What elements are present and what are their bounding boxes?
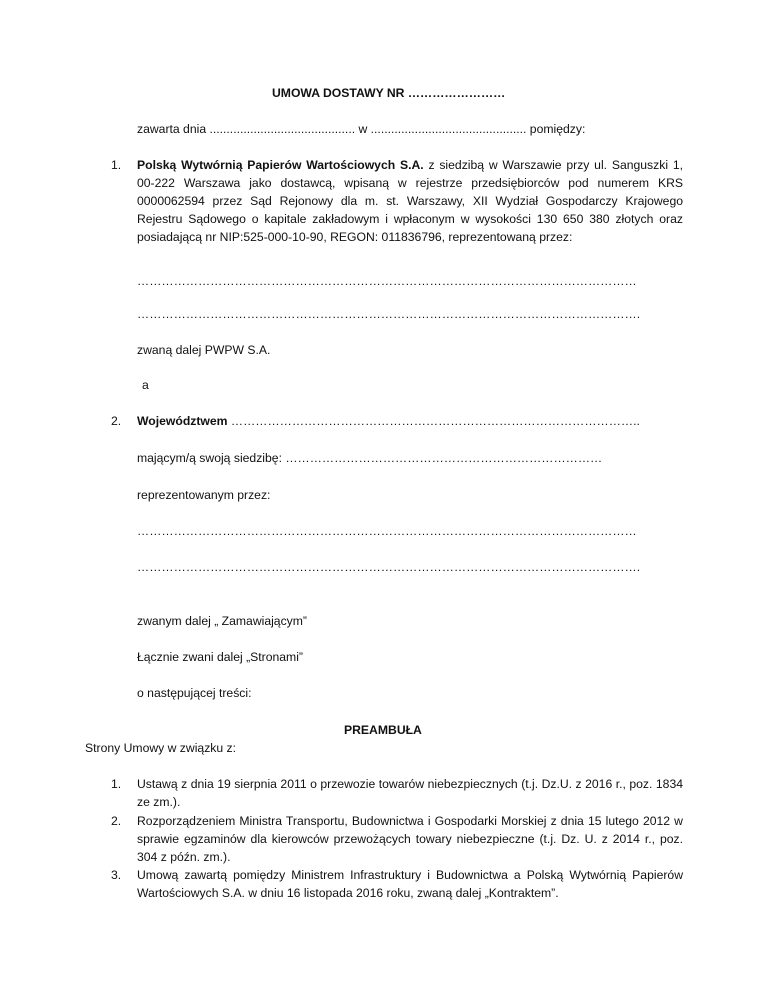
party1-description: z siedzibą w Warszawie przy ul. Sanguszki 1, 00-222 Warszawa jako dostawcą, wpisaną w rejestrze przedsiębiorców pod numerem KRS 0000062594 przez Sąd Rejonowy dla m. st. Warszawy, XII Wydział Gospodarczy Krajowego Rejestru Sądowego o kapitale zakładowym i wpłaconym w wysokości 130 650 380 złotych oraz posiadającą nr NIP:525-000-10-90, REGON: 011836796, reprezentowaną przez: <box>137 158 683 244</box>
preamble-heading: PREAMBUŁA <box>344 723 422 737</box>
party2-name: Województwem <box>137 414 228 428</box>
party2-name-dots: ……………………………………………………………………………………….. <box>227 414 640 428</box>
party1-paragraph <box>137 156 683 246</box>
party1-rep-line-2: ……………………………………………………………………………………………………………. <box>137 307 641 321</box>
content-intro: o następującej treści: <box>137 686 252 700</box>
party1-number: 1. <box>111 158 122 172</box>
preamble-intro: Strony Umowy w związku z: <box>85 741 237 755</box>
party2-seat: mającym/ą swoją siedzibę: …………………………………………………………………… <box>137 451 603 465</box>
party2-number: 2. <box>111 414 122 428</box>
preamble-item-2-number: 2. <box>111 814 122 828</box>
party2-name-line <box>137 412 640 430</box>
preamble-item-3: Umową zawartą pomiędzy Ministrem Infrastruktury i Budownictwa a Polską Wytwórnią Papierów Wartościowych S.A. w dniu 16 listopada 2016 roku, zwaną dalej „Kontraktem”. <box>137 868 683 900</box>
preamble-item-2: Rozporządzeniem Ministra Transportu, Budownictwa i Gospodarki Morskiej z dnia 15 lutego 2012 w sprawie egzaminów dla kierowców przewożących towary niebezpieczne (t.j. Dz. U. z 2014 r., poz. 304 z późn. zm.). <box>137 814 683 864</box>
party1-alias: zwaną dalej PWPW S.A. <box>137 343 271 357</box>
date-line: zawarta dnia ........................................... w .............................................. pomiędzy: <box>137 122 586 136</box>
party2-alias: zwanym dalej „ Zamawiającym” <box>137 614 307 628</box>
document-title: UMOWA DOSTAWY NR …………………… <box>272 86 506 100</box>
preamble-item-1: Ustawą z dnia 19 sierpnia 2011 o przewozie towarów niebezpiecznych (t.j. Dz.U. z 2016 r., poz. 1834 ze zm.). <box>137 777 683 809</box>
party1-name: Polską Wytwórnią Papierów Wartościowych S.A. <box>137 158 424 172</box>
preamble-item-1-number: 1. <box>111 777 122 791</box>
party2-rep-label: reprezentowanym przez: <box>137 488 271 502</box>
joint-alias: Łącznie zwani dalej „Stronami” <box>137 650 303 664</box>
preamble-item-3-number: 3. <box>111 868 122 882</box>
conjunction: a <box>142 378 149 392</box>
party2-rep-line-2: ……………………………………………………………………………………………………………. <box>137 560 641 574</box>
party2-rep-line-1: …………………………………………………………………………………………………………… <box>137 524 637 538</box>
party1-rep-line-1: …………………………………………………………………………………………………………… <box>137 274 637 288</box>
